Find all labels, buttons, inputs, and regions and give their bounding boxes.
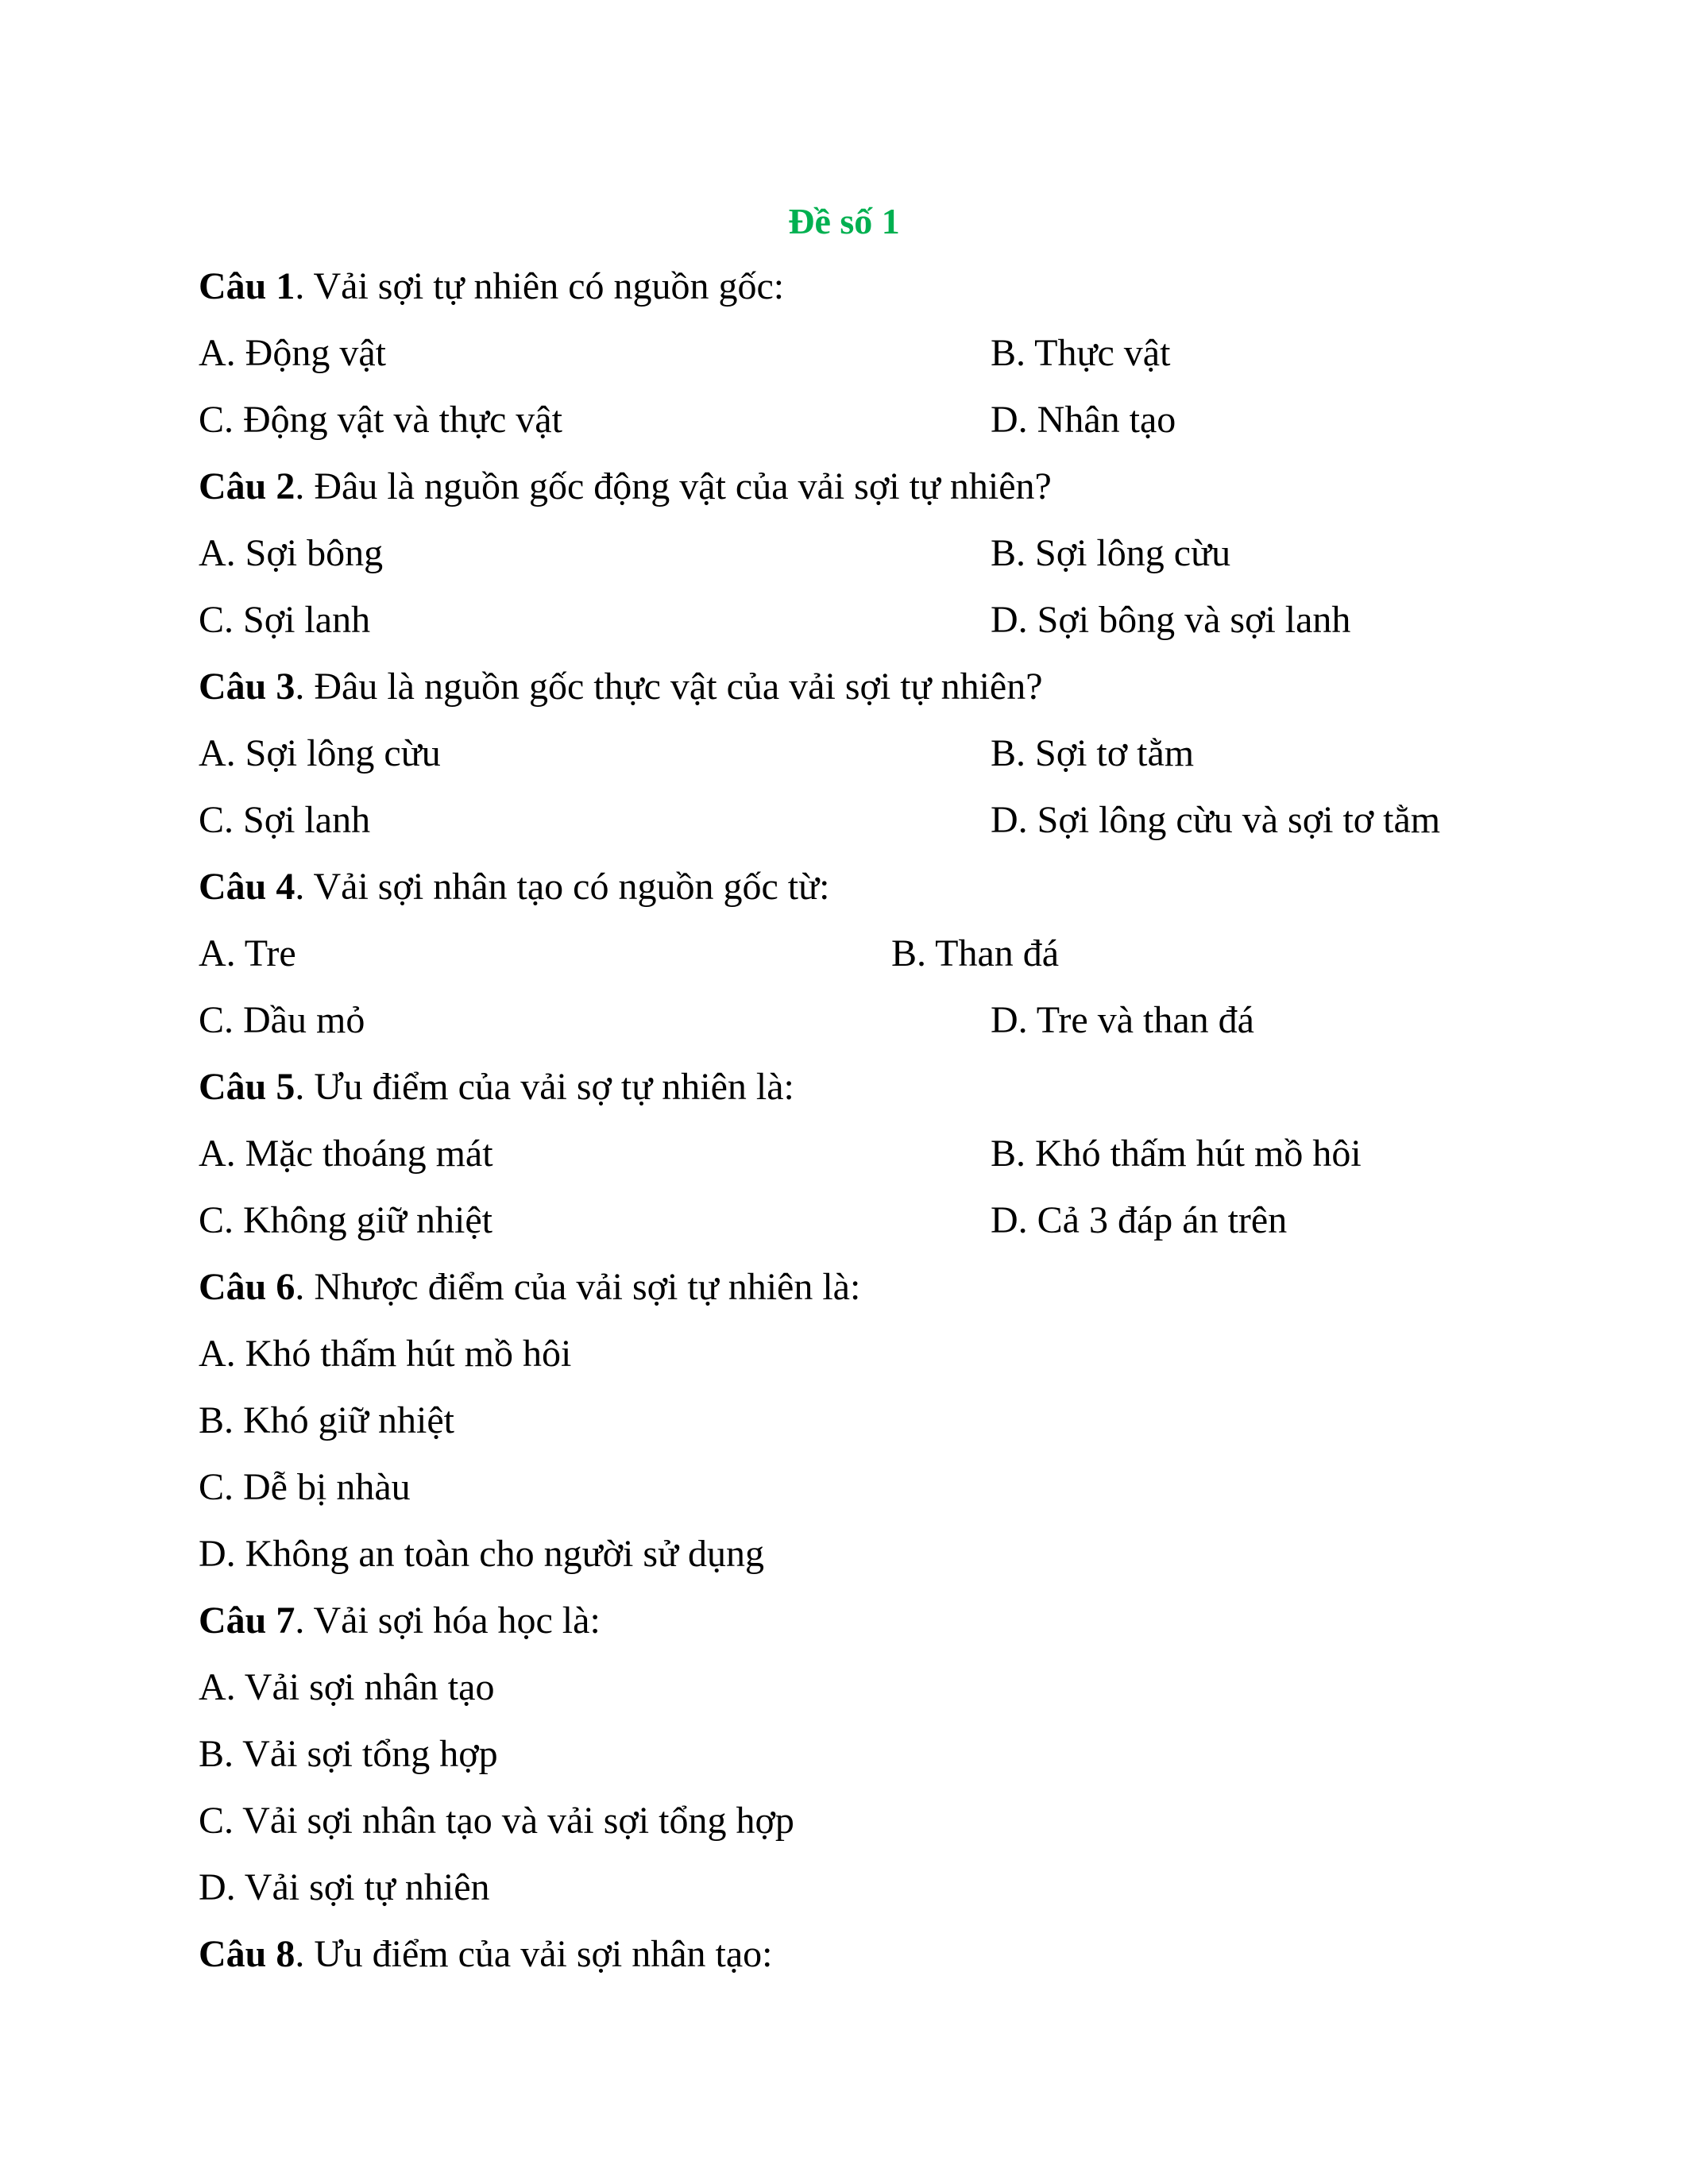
option-4a: A. Tre xyxy=(199,932,296,974)
question-label: Câu 6 xyxy=(199,1266,295,1308)
option-2b: B. Sợi lông cừu xyxy=(991,532,1231,574)
option-3a: A. Sợi lông cừu xyxy=(199,732,441,774)
option-4d: D. Tre và than đá xyxy=(991,999,1254,1041)
option-3c: C. Sợi lanh xyxy=(199,799,371,841)
question-1 xyxy=(199,262,784,311)
question-8 xyxy=(199,1930,773,1979)
option-5a: A. Mặc thoáng mát xyxy=(199,1133,493,1175)
question-text: . Vải sợi tự nhiên có nguồn gốc: xyxy=(295,265,785,307)
question-2 xyxy=(199,462,1052,511)
question-label: Câu 7 xyxy=(199,1599,295,1642)
option-1c: C. Động vật và thực vật xyxy=(199,399,562,441)
option-7b: B. Vải sợi tổng hợp xyxy=(199,1733,498,1775)
option-2d: D. Sợi bông và sợi lanh xyxy=(991,599,1351,641)
option-3d: D. Sợi lông cừu và sợi tơ tằm xyxy=(991,799,1441,841)
question-7 xyxy=(199,1596,601,1646)
option-4c: C. Dầu mỏ xyxy=(199,999,365,1041)
option-6b: B. Khó giữ nhiệt xyxy=(199,1399,455,1441)
option-2a: A. Sợi bông xyxy=(199,532,384,574)
question-text: . Vải sợi nhân tạo có nguồn gốc từ: xyxy=(295,866,830,908)
question-label: Câu 1 xyxy=(199,265,295,307)
option-1b: B. Thực vật xyxy=(991,332,1171,374)
question-label: Câu 3 xyxy=(199,666,295,708)
option-5b: B. Khó thấm hút mồ hôi xyxy=(991,1133,1362,1175)
question-4 xyxy=(199,862,829,912)
option-6d: D. Không an toàn cho người sử dụng xyxy=(199,1533,765,1575)
option-3b: B. Sợi tơ tằm xyxy=(991,732,1195,774)
page-title: Đề số 1 xyxy=(788,201,900,241)
question-6 xyxy=(199,1263,860,1312)
question-label: Câu 5 xyxy=(199,1066,295,1108)
option-7d: D. Vải sợi tự nhiên xyxy=(199,1866,490,1908)
question-text: . Vải sợi hóa học là: xyxy=(295,1599,601,1642)
question-text: . Nhược điểm của vải sợi tự nhiên là: xyxy=(295,1266,861,1308)
option-5d: D. Cả 3 đáp án trên xyxy=(991,1199,1288,1241)
question-text: . Đâu là nguồn gốc động vật của vải sợi tự nhiên? xyxy=(295,465,1052,507)
question-label: Câu 2 xyxy=(199,465,295,507)
option-5c: C. Không giữ nhiệt xyxy=(199,1199,493,1241)
question-5 xyxy=(199,1063,794,1112)
question-text: . Ưu điểm của vải sợi nhân tạo: xyxy=(295,1933,773,1975)
option-4b: B. Than đá xyxy=(891,932,1060,974)
question-label: Câu 8 xyxy=(199,1933,295,1975)
option-2c: C. Sợi lanh xyxy=(199,599,371,641)
question-text: . Ưu điểm của vải sợ tự nhiên là: xyxy=(295,1066,794,1108)
option-7c: C. Vải sợi nhân tạo và vải sợi tổng hợp xyxy=(199,1800,794,1842)
option-6c: C. Dễ bị nhàu xyxy=(199,1466,411,1508)
question-text: . Đâu là nguồn gốc thực vật của vải sợi tự nhiên? xyxy=(295,666,1043,708)
option-1d: D. Nhân tạo xyxy=(991,399,1176,441)
option-7a: A. Vải sợi nhân tạo xyxy=(199,1666,495,1708)
option-6a: A. Khó thấm hút mồ hôi xyxy=(199,1333,572,1375)
question-3 xyxy=(199,662,1043,712)
option-1a: A. Động vật xyxy=(199,332,386,374)
question-label: Câu 4 xyxy=(199,866,295,908)
